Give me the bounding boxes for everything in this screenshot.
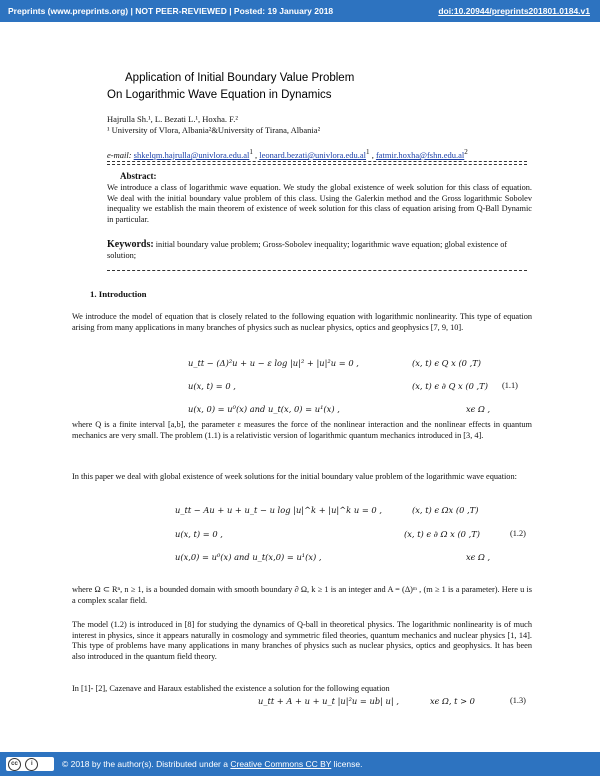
keywords-label: Keywords:: [107, 239, 154, 250]
eq1-cond-1: (x, t) ϵ Q x (0 ,T): [412, 358, 482, 368]
eq1-number: (1.1): [502, 381, 518, 390]
eq2-cond-2: (x, t) ϵ ∂ Ω x (0 ,T): [404, 529, 481, 539]
license-prefix: © 2018 by the author(s). Distributed under a: [62, 759, 228, 769]
email-prefix: e-mail:: [107, 149, 132, 160]
intro-paragraph-2: where Q is a finite interval [a,b], the parameter ε measures the force of the nonlinear interaction and the nonlinear effects in quantum mechanics are very small. The problem (1.1) is a relativistic version of logarithmic quantum mechanics introduced in [3, 4].: [72, 420, 532, 440]
by-icon: i: [25, 758, 38, 771]
intro-paragraph-4: where Ω ⊂ Rⁿ, n ≥ 1, is a bounded domain with smooth boundary ∂ Ω, k ≥ 1 is an integer and A = (Δ)ᵐ , (m ≥ 1 is a parameter). Here u is a complex scalar field.: [72, 585, 532, 605]
title-line-2: On Logarithmic Wave Equation in Dynamics: [107, 89, 332, 101]
email-sup-2: 1: [366, 148, 370, 156]
eq3-number: (1.3): [510, 696, 526, 705]
email-line: e-mail: $shkelqm.hajrulla@univlora.edu.al^1$ , $leonard.bezati@univlora.edu.al^1$ , $fatmir.hoxha@fshn.edu.al^2$: [107, 148, 468, 160]
email-link-1[interactable]: shkelqm.hajrulla@univlora.edu.al: [133, 149, 250, 160]
keywords-text: initial boundary value problem; Gross-Sobolev inequality; logarithmic wave equation; global existence of solution;: [107, 240, 508, 260]
eq3-cond: xϵ Ω, t > 0: [430, 696, 475, 706]
email-sup-3: 2: [464, 148, 468, 156]
eq1-cond-3: xϵ Ω ,: [466, 404, 491, 414]
eq2-cond-1: (x, t) ϵ Ωx (0 ,T): [412, 505, 479, 515]
doi-link[interactable]: doi:10.20944/preprints201801.0184.v1: [438, 6, 590, 16]
eq2-cond-3: xϵ Ω ,: [466, 552, 491, 562]
divider-top-2: [107, 164, 527, 165]
license-text: [62, 759, 362, 769]
eq1-line-3: u(x, 0) = u⁰(x) and u_t(x, 0) = u¹(x) ,: [188, 404, 340, 414]
intro-paragraph-5: The model (1.2) is introduced in [8] for studying the dynamics of Q-ball in theoretical physics. The logarithmic nonlinearity is of much interest in physics, since it appears naturally in cosmology and symmetric filed theories, quantum mechanics and nuclear physics [1, 14]. This type of problems have many applications in many branches of physics such as nuclear physics, optics and geophysics. It has been also introduced in the quantum field theory.: [72, 620, 532, 661]
abstract-heading: Abstract:: [120, 171, 157, 181]
authors-block: [107, 114, 320, 136]
email-sup-1: 1: [249, 148, 253, 156]
email-link-3[interactable]: fatmir.hoxha@fshn.edu.al: [375, 149, 465, 160]
section-heading-introduction: 1. Introduction: [90, 289, 147, 299]
license-link[interactable]: Creative Commons CC BY: [230, 759, 332, 769]
intro-paragraph-6: In [1]- [2], Cazenave and Haraux established the existence a solution for the following equation: [72, 684, 390, 693]
email-link-2[interactable]: leonard.bezati@univlora.edu.al: [259, 149, 367, 160]
preprint-header-bar: [0, 0, 600, 22]
intro-paragraph-3: In this paper we deal with global existence of week solutions for the initial boundary value problem of the logarithmic wave equation:: [72, 472, 517, 481]
eq2-number: (1.2): [510, 529, 526, 538]
eq2-line-3: u(x,0) = u⁰(x) and u_t(x,0) = u¹(x) ,: [175, 552, 322, 562]
eq1-cond-2: (x, t) ϵ ∂ Q x (0 ,T): [412, 381, 488, 391]
cc-by-badge[interactable]: [6, 757, 54, 771]
keywords-block: [107, 240, 532, 261]
license-footer-bar: [0, 752, 600, 776]
divider-bottom: [107, 270, 527, 271]
author-names: Hajrulla Sh.¹, L. Bezati L.¹, Hoxha. F.²: [107, 114, 238, 124]
cc-icon: cc: [8, 758, 21, 771]
eq3-line: u_tt + A + u + u_t |u|²u = ub| u| ,: [258, 696, 399, 706]
title-line-1: Application of Initial Boundary Value Problem: [125, 72, 355, 84]
eq1-line-2: u(x, t) = 0 ,: [188, 381, 236, 391]
eq2-line-1: u_tt − Au + u + u_t − u log |u|^k + |u|^k u = 0 ,: [175, 505, 382, 515]
paper-title: [107, 70, 354, 104]
intro-paragraph-1: We introduce the model of equation that is closely related to the following equation with logarithmic nonlinearity. This type of equation arising from many applications in many branches of physics such as nuclear physics, optics and geophysics [7, 9, 10].: [72, 312, 532, 332]
eq2-line-2: u(x, t) = 0 ,: [175, 529, 223, 539]
abstract-text: We introduce a class of logarithmic wave equation. We study the global existence of week solution for this class of equation. We deal with the initial boundary value problem of this class. Using the Galerkin method and the Gross logarithmic Sobolev inequality we establish the main theorem of existence of week solution for this class of equation arising from Q-Ball Dynamic in particular.: [107, 183, 532, 224]
divider-top: [107, 161, 527, 162]
affiliations: ¹ University of Vlora, Albania²&University of Tirana, Albania²: [107, 125, 321, 135]
header-info: Preprints (www.preprints.org) | NOT PEER-REVIEWED | Posted: 19 January 2018: [8, 6, 334, 16]
license-suffix: license.: [333, 759, 363, 769]
eq1-line-1: u_tt − (Δ)²u + u − ε log |u|² + |u|²u = 0 ,: [188, 358, 359, 368]
